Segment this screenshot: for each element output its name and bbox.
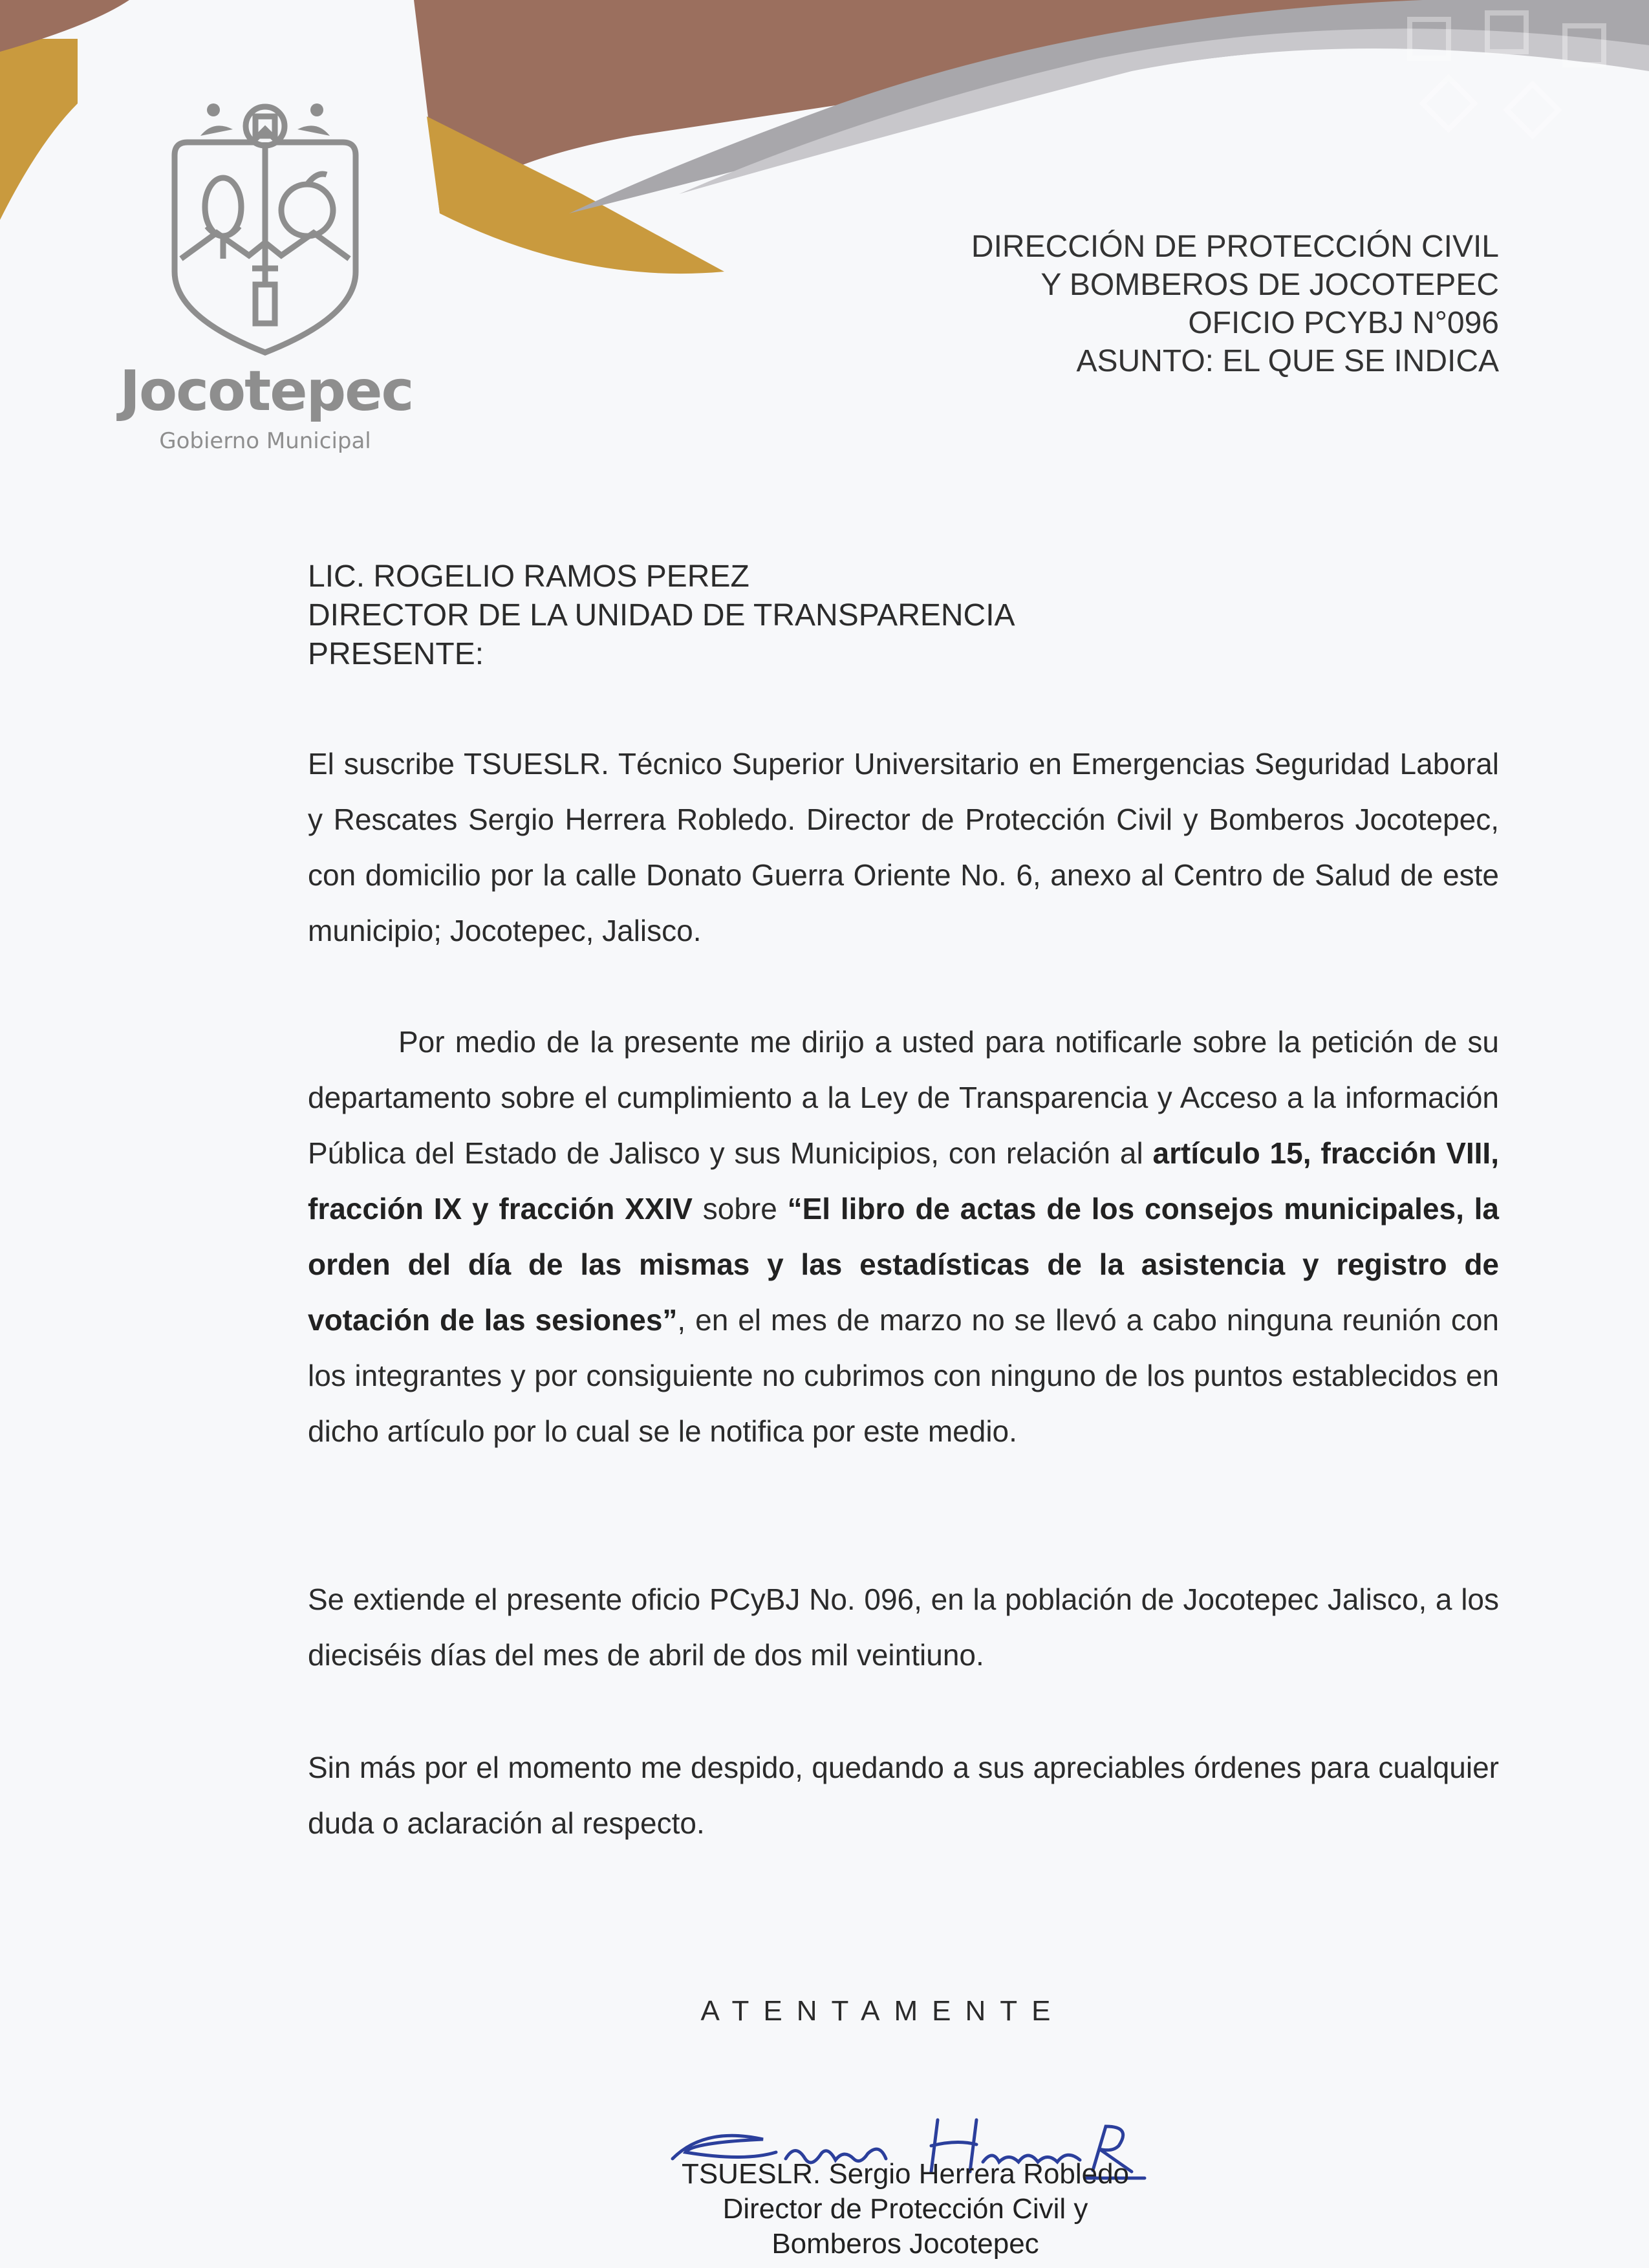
signer-block [640, 2157, 1170, 2262]
paragraph-notification [308, 1014, 1499, 1459]
header-line-department: DIRECCIÓN DE PROTECCIÓN CIVIL [971, 230, 1499, 264]
closing-salutation: ATENTAMENTE [700, 1995, 1065, 2027]
header-line-department-2: Y BOMBEROS DE JOCOTEPEC [1040, 268, 1499, 302]
notification-text-2: sobre [692, 1192, 788, 1226]
paragraph-issuance: Se extiende el presente oficio PCyBJ No. 096, en la población de Jocotepec Jalisco, a los dieciséis días del mes de abril de dos mil veintiuno. [308, 1582, 1499, 1672]
brand-subtitle: Gobierno Municipal [159, 428, 371, 454]
header-line-office-number: OFICIO PCYBJ N°096 [1188, 306, 1499, 340]
addressee-title: DIRECTOR DE LA UNIDAD DE TRANSPARENCIA [308, 598, 1015, 632]
signer-name: TSUESLR. Sergio Herrera Robledo [681, 2158, 1130, 2190]
notification-quoted-subject: “El libro de actas de los consejos municipales, la orden del día de las mismas y las estadísticas de la asistencia y registro de votación de las sesiones” [308, 1192, 1500, 1337]
municipal-crest-logo [162, 97, 369, 356]
signer-department: Bomberos Jocotepec [771, 2228, 1039, 2260]
brand-name: Jocotepec [120, 359, 413, 424]
office-header [971, 228, 1499, 380]
notification-text-1: Por medio de la presente me dirijo a usted para notificarle sobre la petición de su departamento sobre el cumplimiento a la Ley de Transparencia y Acceso a la información Pública del Estado de Jalisco y sus Municipios, con relación al [308, 1025, 1499, 1170]
notification-text-3: , en el mes de marzo no se llevó a cabo ninguna reunión con los integrantes y por consiguiente no cubrimos con ninguno de los puntos establecidos en dicho artículo por lo cual se le notifica por este medio. [308, 1303, 1499, 1448]
notification-article-reference: artículo 15, fracción VIII, fracción IX y fracción XXIV [308, 1136, 1499, 1226]
paragraph-farewell: Sin más por el momento me despido, quedando a sus apreciables órdenes para cualquier duda o aclaración al respecto. [308, 1751, 1499, 1840]
addressee-greeting: PRESENTE: [308, 637, 484, 671]
signer-position: Director de Protección Civil y [722, 2193, 1088, 2225]
addressee-name: LIC. ROGELIO RAMOS PEREZ [308, 559, 749, 594]
header-line-subject: ASUNTO: EL QUE SE INDICA [1076, 344, 1499, 378]
paragraph-introduction: El suscribe TSUESLR. Técnico Superior Universitario en Emergencias Seguridad Laboral y Rescates Sergio Herrera Robledo. Director de Protección Civil y Bomberos Jocotepec, con domicilio por la calle Donato Guerra Oriente No. 6, anexo al Centro de Salud de este municipio; Jocotepec, Jalisco. [308, 747, 1499, 947]
addressee-block [308, 557, 1015, 674]
